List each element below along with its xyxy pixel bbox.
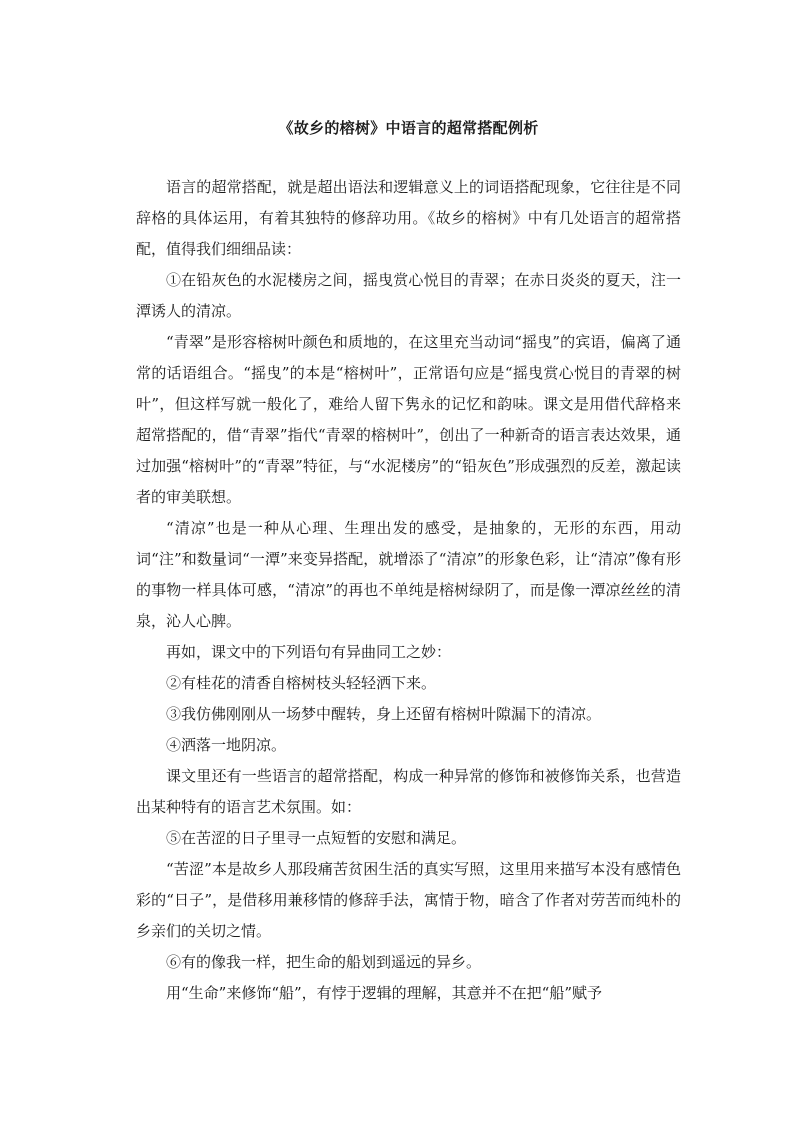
paragraph-analysis-qingliang: “清凉”也是一种从心理、生理出发的感受，是抽象的，无形的东西，用动词“注”和数量词“一潭”来变异搭配，就增添了“清凉”的形象色彩，让“清凉”像有形的事物一样具体可感，“清凉”的再也不单纯是榕树绿阴了，而是像一潭凉丝丝的清泉，沁人心脾。	[136, 519, 681, 630]
paragraph-analysis-qingcui: “青翠”是形容榕树叶颜色和质地的，在这里充当动词“摇曳”的宾语，偏离了通常的话语组合。“摇曳”的本是“榕树叶”，正常语句应是“摇曳赏心悦目的青翠的树叶”，但这样写就一般化了，难给人留下隽永的记忆和韵味。课文是用借代辞格来超常搭配的，借“青翠”指代“青翠的榕树叶”，创出了一种新奇的语言表达效果，通过加强“榕树叶”的“青翠”特征，与“水泥楼房”的“铅灰色”形成强烈的反差，激起读者的审美联想。	[136, 333, 681, 506]
paragraph-example-1: ①在铅灰色的水泥楼房之间，摇曳赏心悦目的青翠；在赤日炎炎的夏天，注一潭诱人的清凉。	[136, 271, 681, 320]
document-page	[136, 116, 681, 1009]
paragraph-intro: 语言的超常搭配，就是超出语法和逻辑意义上的词语搭配现象，它往往是不同辞格的具体运用，有着其独特的修辞功用。《故乡的榕树》中有几处语言的超常搭配，值得我们细细品读：	[136, 178, 681, 258]
paragraph-analysis-shengming: 用“生命”来修饰“船”，有悖于逻辑的理解，其意并不在把“船”赋予	[166, 984, 603, 1002]
paragraph-analysis-kuse: “苦涩”本是故乡人那段痛苦贫困生活的真实写照，这里用来描写本没有感情色彩的“日子”，是借移用兼移情的修辞手法，寓情于物，暗含了作者对劳苦而纯朴的乡亲们的关切之情。	[136, 860, 681, 940]
document-title: 《故乡的榕树》中语言的超常搭配例析	[278, 119, 539, 137]
paragraph-transition: 再如，课文中的下列语句有异曲同工之妙：	[166, 643, 452, 661]
paragraph-example-6: ⑥有的像我一样，把生命的船划到遥远的异乡。	[166, 953, 482, 971]
paragraph-modifier-intro: 课文里还有一些语言的超常搭配，构成一种异常的修饰和被修饰关系，也营造出某种特有的语言艺术氛围。如：	[136, 767, 681, 816]
paragraph-example-3: ③我仿佛刚刚从一场梦中醒转，身上还留有榕树叶隙漏下的清凉。	[166, 705, 602, 723]
paragraph-example-2: ②有桂花的清香自榕树枝头轻轻洒下来。	[166, 674, 437, 692]
paragraph-example-5: ⑤在苦涩的日子里寻一点短暂的安慰和满足。	[166, 829, 467, 847]
paragraph-example-4: ④洒落一地阴凉。	[166, 736, 287, 754]
